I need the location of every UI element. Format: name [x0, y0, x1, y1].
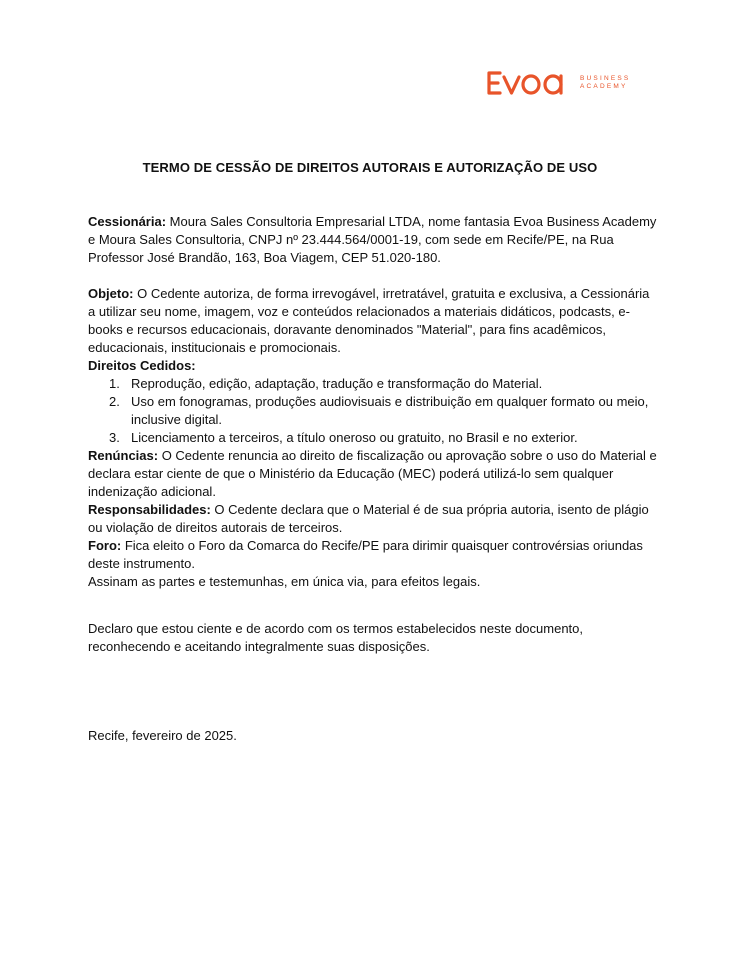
evoa-wordmark-icon: [484, 68, 574, 98]
clause-direitos-label: Direitos Cedidos:: [88, 358, 196, 373]
document-title: TERMO DE CESSÃO DE DIREITOS AUTORAIS E AUTORIZAÇÃO DE USO: [142, 160, 598, 175]
signature-statement: Assinam as partes e testemunhas, em única via, para efeitos legais.: [88, 574, 481, 589]
list-number: 1.: [109, 376, 120, 391]
clause-label: Foro:: [88, 538, 122, 553]
list-text: Licenciamento a terceiros, a título oneroso ou gratuito, no Brasil e no exterior.: [131, 430, 578, 445]
logo-subtitle: [580, 75, 630, 92]
clause-text: Fica eleito o Foro da Comarca do Recife/PE para dirimir quaisquer controvérsias oriundas deste instrumento.: [88, 538, 643, 571]
clause-responsabilidades: [88, 501, 658, 537]
clause-label: Cessionária:: [88, 214, 167, 229]
list-item: [88, 429, 658, 447]
list-number: 3.: [109, 430, 120, 445]
rights-list: [88, 375, 658, 447]
clause-text: O Cedente declara que o Material é de sua própria autoria, isento de plágio ou violação de direitos autorais de terceiros.: [88, 502, 649, 535]
logo-sub-line2: ACADEMY: [580, 83, 628, 90]
evoa-logo: [484, 68, 630, 98]
clause-text: O Cedente autoriza, de forma irrevogável, irretratável, gratuita e exclusiva, a Cessionária a utilizar seu nome, imagem, voz e conteúdos relacionados a materiais didáticos, podcasts, e-books e recursos educacionais, doravante denominados "Material", para fins acadêmicos, educacionais, institucionais e promocionais.: [88, 286, 650, 355]
clause-foro: [88, 537, 658, 573]
clause-text: Moura Sales Consultoria Empresarial LTDA, nome fantasia Evoa Business Academy e Moura Sales Consultoria, CNPJ nº 23.444.564/0001-19, com sede em Recife/PE, na Rua Professor José Brandão, 163, Boa Viagem, CEP 51.020-180.: [88, 214, 657, 265]
declaration-paragraph: Declaro que estou ciente e de acordo com os termos estabelecidos neste documento, reconhecendo e aceitando integralmente suas disposições.: [88, 621, 584, 654]
document-body: [88, 213, 658, 591]
clause-label: Objeto:: [88, 286, 134, 301]
logo-sub-line1: BUSINESS: [580, 74, 631, 82]
clause-objeto: [88, 285, 658, 357]
clause-text: O Cedente renuncia ao direito de fiscalização ou aprovação sobre o uso do Material e declara estar ciente de que o Ministério da Educação (MEC) poderá utilizá-lo sem qualquer indenização adicional.: [88, 448, 657, 499]
place-and-date: Recife, fevereiro de 2025.: [88, 728, 237, 743]
list-text: Reprodução, edição, adaptação, tradução e transformação do Material.: [131, 376, 543, 391]
list-item: [88, 393, 658, 429]
clause-label: Responsabilidades:: [88, 502, 211, 517]
clause-label: Renúncias:: [88, 448, 159, 463]
clause-cessionaria: [88, 213, 658, 267]
list-number: 2.: [109, 394, 120, 409]
list-item: [88, 375, 658, 393]
list-text: Uso em fonogramas, produções audiovisuais e distribuição em qualquer formato ou meio, inclusive digital.: [131, 394, 649, 427]
clause-renuncias: [88, 447, 658, 501]
